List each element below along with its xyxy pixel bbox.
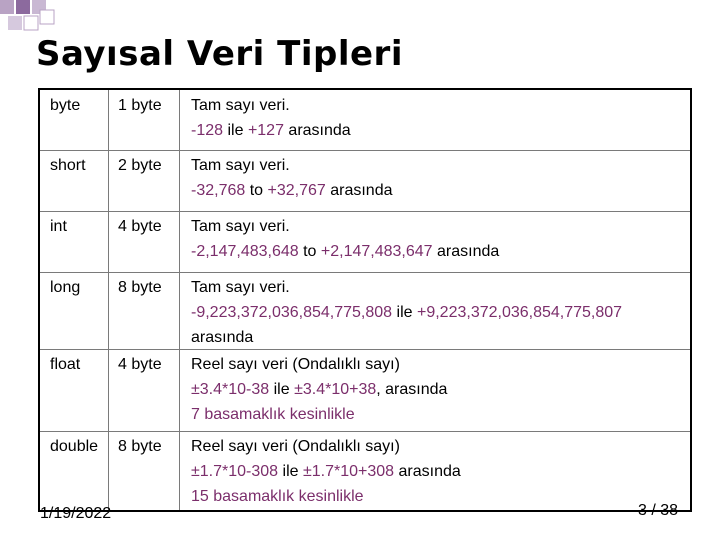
value-range-text: ±3.4*10-38 <box>191 381 270 398</box>
description-text: Tam sayı veri. <box>191 218 290 235</box>
description-line <box>191 377 447 402</box>
type-size-cell: 4 byte <box>118 218 162 235</box>
type-description-cell <box>191 434 461 509</box>
value-range-text: -32,768 <box>191 182 246 199</box>
value-range-text: -2,147,483,648 <box>191 243 299 260</box>
description-line <box>191 459 461 484</box>
description-line <box>191 153 393 178</box>
row-divider <box>40 349 690 350</box>
row-divider <box>40 431 690 432</box>
type-name-cell: double <box>50 438 99 455</box>
row-divider <box>40 211 690 212</box>
description-line <box>191 325 622 350</box>
description-line <box>191 275 622 300</box>
description-line <box>191 352 447 377</box>
table-row <box>40 90 690 150</box>
value-range-text: +2,147,483,647 <box>320 243 433 260</box>
type-name-cell: float <box>50 356 81 373</box>
type-name-cell: byte <box>50 97 81 114</box>
value-range-text: 15 basamaklık kesinlikle <box>191 488 364 505</box>
type-size-cell: 2 byte <box>118 157 162 174</box>
type-name-cell: int <box>50 218 67 235</box>
row-divider <box>40 272 690 273</box>
type-name-cell: long <box>50 279 81 296</box>
table-row <box>40 349 690 431</box>
description-line <box>191 178 393 203</box>
description-text: arasında <box>191 329 254 346</box>
description-line <box>191 118 351 143</box>
description-text: ile <box>278 463 303 480</box>
table-row <box>40 211 690 272</box>
description-text: to <box>298 243 321 260</box>
value-range-text: ±1.7*10-308 <box>191 463 279 480</box>
type-size-cell: 4 byte <box>118 356 162 373</box>
type-description-cell <box>191 214 499 264</box>
slide-date: 1/19/2022 <box>40 505 112 522</box>
type-description-cell <box>191 275 622 350</box>
description-text: arasında <box>394 463 461 480</box>
table-row <box>40 431 690 512</box>
description-line <box>191 300 622 325</box>
description-line <box>191 484 461 509</box>
value-range-text: +127 <box>247 122 284 139</box>
type-size-cell: 8 byte <box>118 279 162 296</box>
type-name-cell: short <box>50 157 86 174</box>
value-range-text: -128 <box>191 122 224 139</box>
value-range-text: +32,767 <box>267 182 326 199</box>
description-text: ile <box>392 304 417 321</box>
type-size-cell: 1 byte <box>118 97 162 114</box>
value-range-text: ±3.4*10+38 <box>294 381 377 398</box>
slide-title: Sayısal Veri Tipleri <box>36 34 403 74</box>
value-range-text: 7 basamaklık kesinlikle <box>191 406 355 423</box>
description-text: to <box>245 182 268 199</box>
type-description-cell <box>191 352 447 427</box>
data-types-table <box>38 88 692 512</box>
description-text: , arasında <box>376 381 448 398</box>
description-line <box>191 93 351 118</box>
value-range-text: ±1.7*10+308 <box>302 463 395 480</box>
description-text: Reel sayı veri (Ondalıklı sayı) <box>191 438 400 455</box>
type-description-cell <box>191 153 393 203</box>
type-description-cell <box>191 93 351 143</box>
description-line <box>191 434 461 459</box>
table-row <box>40 272 690 349</box>
type-size-cell: 8 byte <box>118 438 162 455</box>
description-text: ile <box>269 381 295 398</box>
description-text: Tam sayı veri. <box>191 279 290 296</box>
description-line <box>191 402 447 427</box>
description-text: arasında <box>432 243 500 260</box>
row-divider <box>40 150 690 151</box>
description-text: Tam sayı veri. <box>191 157 290 174</box>
value-range-text: +9,223,372,036,854,775,807 <box>416 304 623 321</box>
description-text: arasında <box>325 182 393 199</box>
description-text: Reel sayı veri (Ondalıklı sayı) <box>191 356 400 373</box>
value-range-text: -9,223,372,036,854,775,808 <box>191 304 393 321</box>
description-line <box>191 214 499 239</box>
table-row <box>40 150 690 211</box>
description-text: arasında <box>283 122 351 139</box>
slide-page-number: 3 / 38 <box>637 502 678 519</box>
description-text: ile <box>223 122 248 139</box>
description-text: Tam sayı veri. <box>191 97 290 114</box>
description-line <box>191 239 499 264</box>
